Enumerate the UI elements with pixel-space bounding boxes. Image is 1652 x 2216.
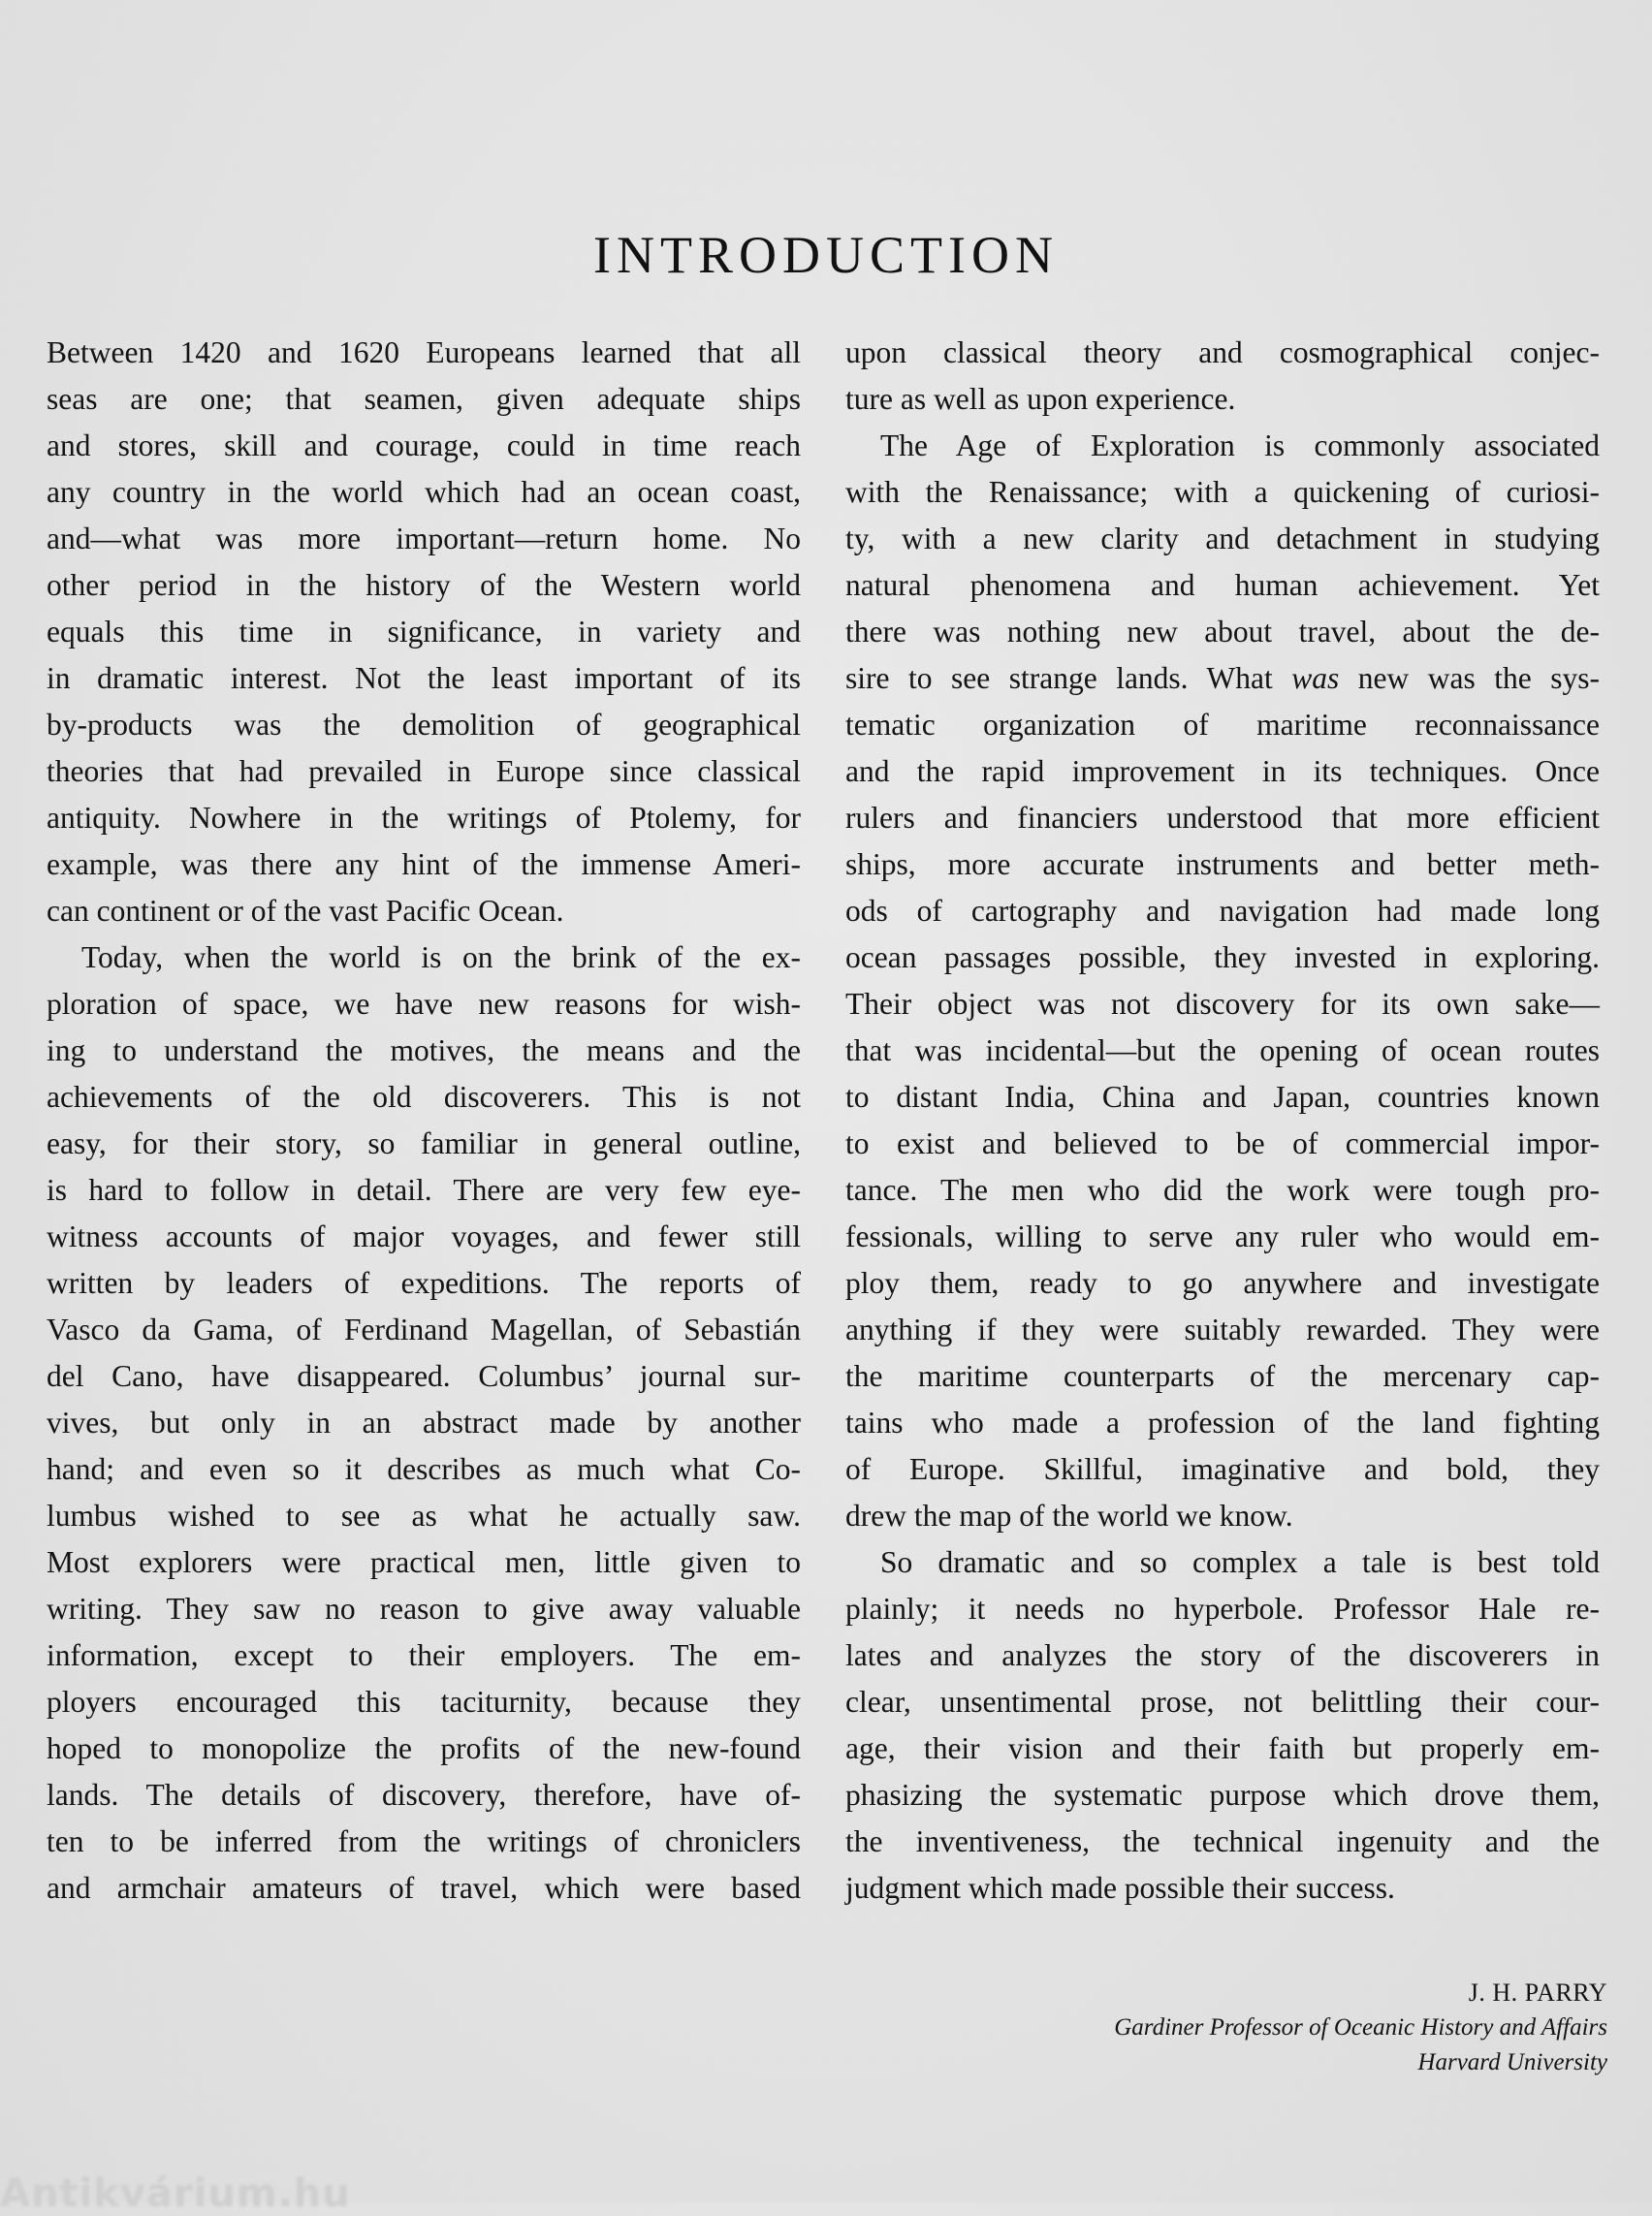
text-line: antiquity. Nowhere in the writings of Ptolemy, for [47, 801, 801, 835]
text-line: to distant India, China and Japan, countries known [845, 1080, 1600, 1114]
text-line: theories that had prevailed in Europe since classical [47, 754, 801, 788]
text-line: ty, with a new clarity and detachment in studying [845, 522, 1600, 555]
text-line: ocean passages possible, they invested in exploring. [845, 940, 1600, 974]
text-line: can continent or of the vast Pacific Ocean. [47, 894, 564, 928]
text-line: is hard to follow in detail. There are very few eye- [47, 1173, 801, 1207]
text-line: seas are one; that seamen, given adequate ships [47, 382, 801, 416]
text-line: lates and analyzes the story of the discoverers in [845, 1638, 1600, 1672]
text-line: witness accounts of major voyages, and fewer still [47, 1219, 801, 1253]
text-segment: sire to see strange lands. What [845, 661, 1273, 695]
text-line: writing. They saw no reason to give away valuable [47, 1592, 801, 1626]
text-line [845, 655, 1600, 702]
text-line: ployers encouraged this taciturnity, because they [47, 1685, 801, 1719]
text-line: upon classical theory and cosmographical conjec- [845, 335, 1600, 369]
text-line: equals this time in significance, in variety and [47, 615, 801, 649]
text-line: age, their vision and their faith but properly em- [845, 1731, 1600, 1765]
watermark: Antikvárium.hu [0, 2171, 351, 2216]
text-line: written by leaders of expeditions. The reports of [47, 1266, 801, 1300]
emphasis-text: was [1291, 661, 1340, 695]
text-line: the maritime counterparts of the mercenary cap- [845, 1359, 1600, 1393]
text-line: anything if they were suitably rewarded. They were [845, 1313, 1600, 1346]
text-line: ten to be inferred from the writings of chroniclers [47, 1824, 801, 1858]
text-line: clear, unsentimental prose, not belittling their cour- [845, 1685, 1600, 1719]
text-line: drew the map of the world we know. [845, 1499, 1293, 1533]
text-line: easy, for their story, so familiar in general outline, [47, 1126, 801, 1160]
text-line: hand; and even so it describes as much what Co- [47, 1452, 801, 1486]
left-column [47, 330, 801, 1912]
text-line: Their object was not discovery for its own sake— [845, 987, 1600, 1021]
author-name: J. H. PARRY [1468, 1979, 1607, 2007]
text-line: and stores, skill and courage, could in time reach [47, 428, 801, 462]
text-line: judgment which made possible their success. [845, 1871, 1395, 1905]
text-line: tance. The men who did the work were tough pro- [845, 1173, 1600, 1207]
text-line: tains who made a profession of the land fighting [845, 1406, 1600, 1440]
paragraph-start-line: Today, when the world is on the brink of the ex- [81, 940, 801, 974]
text-line: there was nothing new about travel, about the de- [845, 615, 1600, 649]
text-line: achievements of the old discoverers. This is not [47, 1080, 801, 1114]
paragraph-start-line: So dramatic and so complex a tale is best told [880, 1545, 1600, 1579]
text-line: Vasco da Gama, of Ferdinand Magellan, of Sebastián [47, 1313, 801, 1346]
text-line: and the rapid improvement in its techniques. Once [845, 754, 1600, 788]
text-segment: new was the sys- [1357, 661, 1601, 695]
text-line: ploy them, ready to go anywhere and investigate [845, 1266, 1600, 1300]
text-line: lands. The details of discovery, therefore, have of- [47, 1778, 801, 1812]
text-line: ing to understand the motives, the means and the [47, 1033, 801, 1067]
text-line: the inventiveness, the technical ingenuity and the [845, 1824, 1600, 1858]
author-institution: Harvard University [1417, 2049, 1607, 2075]
text-line: in dramatic interest. Not the least important of its [47, 661, 801, 695]
text-line: vives, but only in an abstract made by another [47, 1406, 801, 1440]
text-line: tematic organization of maritime reconnaissance [845, 708, 1600, 742]
text-line: lumbus wished to see as what he actually saw. [47, 1499, 801, 1533]
text-line: other period in the history of the Western world [47, 568, 801, 602]
paragraph-start-line: The Age of Exploration is commonly associated [880, 428, 1600, 462]
text-line: ships, more accurate instruments and better meth- [845, 847, 1600, 881]
text-line: example, was there any hint of the immense Ameri- [47, 847, 801, 881]
text-line: del Cano, have disappeared. Columbus’ journal sur- [47, 1359, 801, 1393]
text-line: hoped to monopolize the profits of the new-found [47, 1731, 801, 1765]
author-title: Gardiner Professor of Oceanic History and Affairs [1114, 2014, 1607, 2041]
text-line: by-products was the demolition of geographical [47, 708, 801, 742]
text-line: of Europe. Skillful, imaginative and bold, they [845, 1452, 1600, 1486]
text-line: ture as well as upon experience. [845, 382, 1236, 416]
text-line: information, except to their employers. The em- [47, 1638, 801, 1672]
text-line: that was incidental—but the opening of ocean routes [845, 1033, 1600, 1067]
text-line: Between 1420 and 1620 Europeans learned that all [47, 335, 801, 369]
text-line: and armchair amateurs of travel, which were based [47, 1871, 801, 1905]
text-line: any country in the world which had an ocean coast, [47, 475, 801, 509]
author-signature [1114, 1976, 1607, 2080]
text-line: ods of cartography and navigation had made long [845, 894, 1600, 928]
text-line: with the Renaissance; with a quickening of curiosi- [845, 475, 1600, 509]
right-column [845, 330, 1600, 1912]
text-line: Most explorers were practical men, little given to [47, 1545, 801, 1579]
text-line: to exist and believed to be of commercial impor- [845, 1126, 1600, 1160]
text-line: and—what was more important—return home. No [47, 522, 801, 555]
text-line: natural phenomena and human achievement. Yet [845, 568, 1600, 602]
text-line: plainly; it needs no hyperbole. Professor Hale re- [845, 1592, 1600, 1626]
text-line: fessionals, willing to serve any ruler who would em- [845, 1219, 1600, 1253]
text-line: rulers and financiers understood that more efficient [845, 801, 1600, 835]
text-line: phasizing the systematic purpose which drove them, [845, 1778, 1600, 1812]
page-title: INTRODUCTION [593, 226, 1059, 285]
text-line: ploration of space, we have new reasons for wish- [47, 987, 801, 1021]
